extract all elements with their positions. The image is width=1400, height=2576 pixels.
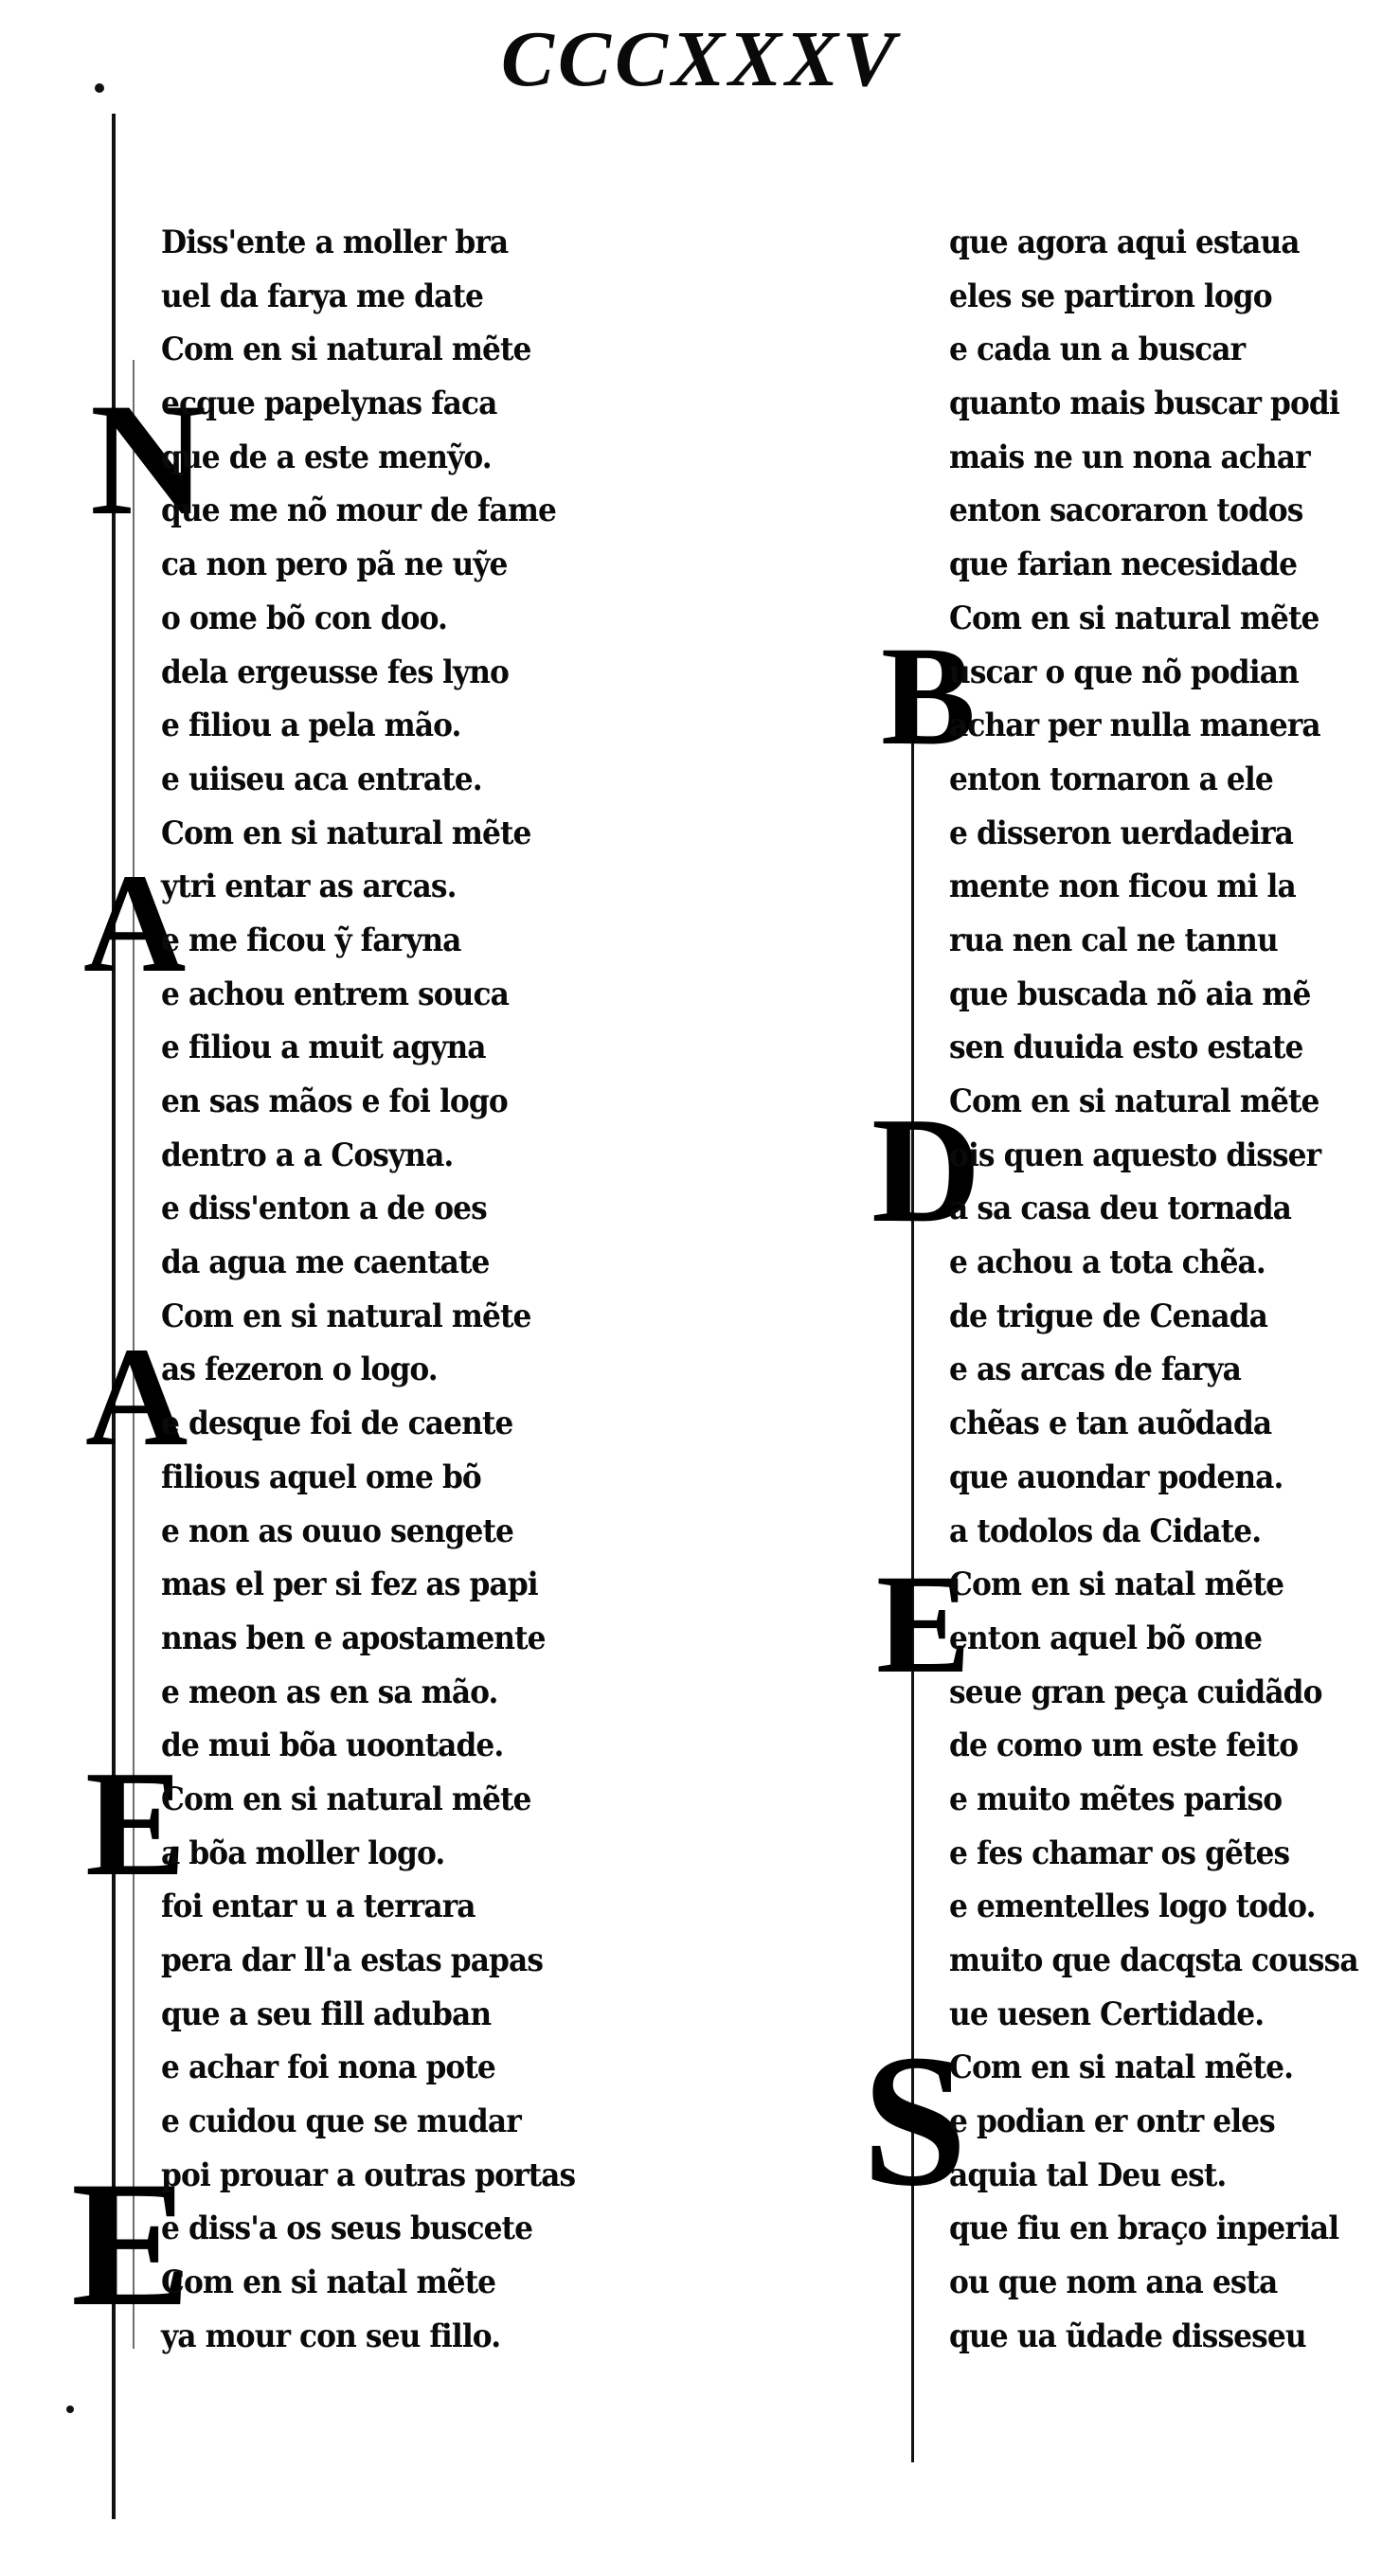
- text-line: e diss'enton a de oes: [161, 1190, 487, 1228]
- decorated-initial-e: E: [85, 1739, 187, 1907]
- text-line: e cuidou que se mudar: [161, 2102, 521, 2141]
- text-line: pera dar ll'a estas papas: [161, 1941, 544, 1979]
- text-line: filious aquel ome bõ: [161, 1458, 481, 1496]
- text-line: Com en si natural mẽte: [161, 1780, 531, 1818]
- text-line: seue gran peça cuidãdo: [949, 1673, 1322, 1711]
- decorated-initial-n: N: [90, 370, 206, 548]
- text-line: mas el per si fez as papi: [161, 1565, 538, 1604]
- text-line: eles se partiron logo: [949, 277, 1272, 315]
- text-line: e diss'a os seus buscete: [161, 2209, 533, 2248]
- text-line: poi prouar a outras portas: [161, 2156, 576, 2194]
- text-line: Com en si natural mẽte: [949, 599, 1319, 637]
- text-line: e non as ouuo sengete: [161, 1512, 513, 1550]
- text-line: ytri entar as arcas.: [161, 868, 457, 906]
- text-line: achar per nulla manera: [949, 707, 1320, 745]
- text-line: Com en si natural mẽte: [161, 814, 531, 852]
- text-line: dela ergeusse fes lyno: [161, 653, 510, 691]
- text-line: a todolos da Cidate.: [949, 1512, 1262, 1550]
- text-line: rua nen cal ne tannu: [949, 921, 1278, 959]
- text-line: muito que dacqsta coussa: [949, 1941, 1358, 1979]
- text-line: Com en si natal mẽte: [161, 2263, 496, 2302]
- decorated-initial-s: S: [862, 2016, 968, 2226]
- text-line: ou que nom ana esta: [949, 2263, 1278, 2302]
- text-line: que fiu en braço inperial: [949, 2209, 1339, 2248]
- decorated-initial-e: E: [876, 1546, 972, 1703]
- text-line: ya mour con seu fillo.: [161, 2317, 501, 2355]
- text-line: que ua ũdade disseseu: [949, 2317, 1306, 2355]
- text-line: de como um este feito: [949, 1726, 1299, 1765]
- text-line: Diss'ente a moller bra: [161, 224, 509, 261]
- decorated-initial-b: B: [881, 617, 977, 775]
- text-line: e filiou a muit agyna: [161, 1029, 486, 1067]
- text-line: Com en si natural mẽte: [161, 331, 531, 369]
- text-line: enton tornaron a ele: [949, 760, 1273, 798]
- text-line: que me nõ mour de fame: [161, 492, 557, 530]
- text-line: a sa casa deu tornada: [949, 1190, 1292, 1228]
- text-line: en sas mãos e foi logo: [161, 1082, 508, 1120]
- left-text-column: [161, 216, 654, 2364]
- text-line: nnas ben e apostamente: [161, 1619, 546, 1657]
- text-line: Com en si natal mẽte: [949, 1565, 1284, 1604]
- text-line: quanto mais buscar podi: [949, 385, 1339, 423]
- text-line: dentro a a Cosyna.: [161, 1136, 454, 1174]
- text-line: chẽas e tan auõdada: [949, 1404, 1272, 1443]
- text-line: que buscada nõ aia mẽ: [949, 975, 1311, 1013]
- text-line: e cada un a buscar: [949, 331, 1246, 369]
- text-line: mais ne un nona achar: [949, 438, 1310, 476]
- folio-number: CCCXXXV: [500, 15, 900, 103]
- text-line: que a seu fill aduban: [161, 1995, 492, 2033]
- text-line: e disseron uerdadeira: [949, 814, 1293, 852]
- text-line: mente non ficou mi la: [949, 868, 1296, 906]
- text-line: da agua me caentate: [161, 1243, 490, 1282]
- text-line: ca non pero pã ne uỹe: [161, 546, 508, 584]
- decorated-initial-a: A: [83, 845, 187, 1002]
- text-line: ue uesen Certidade.: [949, 1995, 1265, 2033]
- text-line: aquia tal Deu est.: [949, 2156, 1227, 2194]
- text-line: e as arcas de farya: [949, 1351, 1241, 1389]
- text-line: e fes chamar os gẽtes: [949, 1834, 1290, 1872]
- text-line: e uiiseu aca entrate.: [161, 760, 482, 798]
- text-line: foi entar u a terrara: [161, 1887, 476, 1926]
- text-line: de trigue de Cenada: [949, 1297, 1268, 1335]
- text-line: e achar foi nona pote: [161, 2048, 495, 2087]
- decorated-initial-e: E: [71, 2145, 191, 2344]
- text-line: enton aquel bõ ome: [949, 1619, 1263, 1657]
- text-line: e filiou a pela mão.: [161, 707, 461, 745]
- text-line: e achou entrem souca: [161, 975, 509, 1013]
- ink-dot: [95, 83, 104, 93]
- text-line: Com en si natural mẽte: [949, 1082, 1319, 1120]
- text-line: e ementelles logo todo.: [949, 1887, 1316, 1926]
- text-line: que auondar podena.: [949, 1458, 1283, 1496]
- text-line: e achou a tota chẽa.: [949, 1243, 1265, 1282]
- text-line: que de a este menỹo.: [161, 438, 492, 476]
- text-line: Com en si natural mẽte: [161, 1297, 531, 1335]
- text-line: de mui bõa uoontade.: [161, 1726, 504, 1765]
- right-text-column: [949, 216, 1394, 2364]
- text-line: ois quen aquesto disser: [949, 1136, 1321, 1174]
- text-line: Com en si natal mẽte.: [949, 2048, 1294, 2087]
- text-line: as fezeron o logo.: [161, 1351, 438, 1389]
- text-line: que agora aqui estaua: [949, 224, 1300, 261]
- text-line: o ome bõ con doo.: [161, 599, 447, 637]
- text-line: uel da farya me date: [161, 277, 483, 315]
- decorated-initial-d: D: [871, 1085, 981, 1254]
- ink-dot: [66, 2406, 74, 2413]
- text-line: e podian er ontr eles: [949, 2102, 1275, 2141]
- text-line: ecque papelynas faca: [161, 385, 497, 423]
- text-line: que farian necesidade: [949, 546, 1298, 584]
- text-line: e desque foi de caente: [161, 1404, 513, 1443]
- text-line: enton sacoraron todos: [949, 492, 1303, 530]
- text-line: e me ficou ỹ faryna: [161, 921, 461, 959]
- text-line: e meon as en sa mão.: [161, 1673, 498, 1711]
- text-line: sen duuida esto estate: [949, 1029, 1303, 1067]
- text-line: a bõa moller logo.: [161, 1834, 445, 1872]
- text-line: e muito mẽtes pariso: [949, 1780, 1283, 1818]
- decorated-initial-a: A: [85, 1318, 188, 1476]
- text-line: uscar o que nõ podian: [949, 653, 1299, 691]
